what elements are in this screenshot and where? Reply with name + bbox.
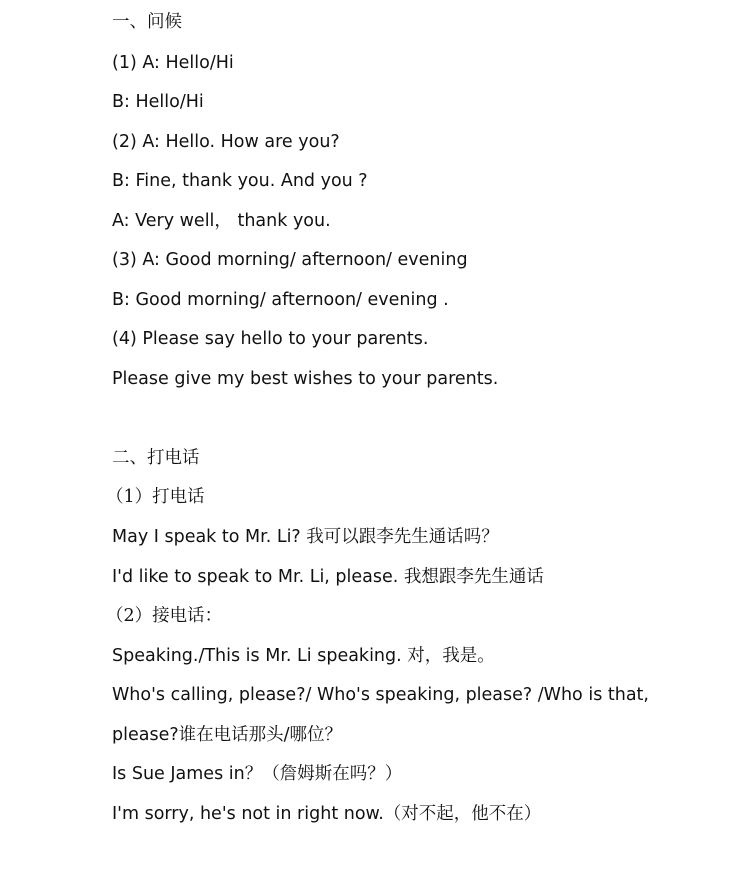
text-line: (4) Please say hello to your parents.	[112, 329, 429, 349]
text-line: I'd like to speak to Mr. Li, please. 我想跟李先生通话	[112, 567, 544, 587]
subheading-answering-call: （2）接电话：	[106, 606, 223, 626]
text-line: B: Fine, thank you. And you ?	[112, 171, 368, 191]
text-line: A: Very well， thank you.	[112, 211, 331, 231]
text-line: B: Hello/Hi	[112, 92, 204, 112]
subheading-making-call: （1）打电话	[106, 487, 205, 507]
text-line: Please give my best wishes to your parents.	[112, 369, 499, 389]
section-heading-phone-calls: 二、打电话	[112, 448, 200, 468]
text-line: (3) A: Good morning/ afternoon/ evening	[112, 250, 468, 270]
text-line: Is Sue James in？（詹姆斯在吗？）	[112, 764, 403, 784]
text-line: (2) A: Hello. How are you?	[112, 132, 340, 152]
text-line: (1) A: Hello/Hi	[112, 53, 234, 73]
text-line: I'm sorry, he's not in right now.（对不起，他不在）	[112, 804, 542, 824]
text-line: Speaking./This is Mr. Li speaking. 对，我是。	[112, 646, 495, 666]
text-line: please?谁在电话那头/哪位？	[112, 725, 343, 745]
text-line: B: Good morning/ afternoon/ evening .	[112, 290, 449, 310]
text-line: Who's calling, please?/ Who's speaking, please? /Who is that,	[112, 685, 649, 705]
text-line: May I speak to Mr. Li? 我可以跟李先生通话吗？	[112, 527, 499, 547]
section-heading-greetings: 一、问候	[112, 12, 182, 32]
